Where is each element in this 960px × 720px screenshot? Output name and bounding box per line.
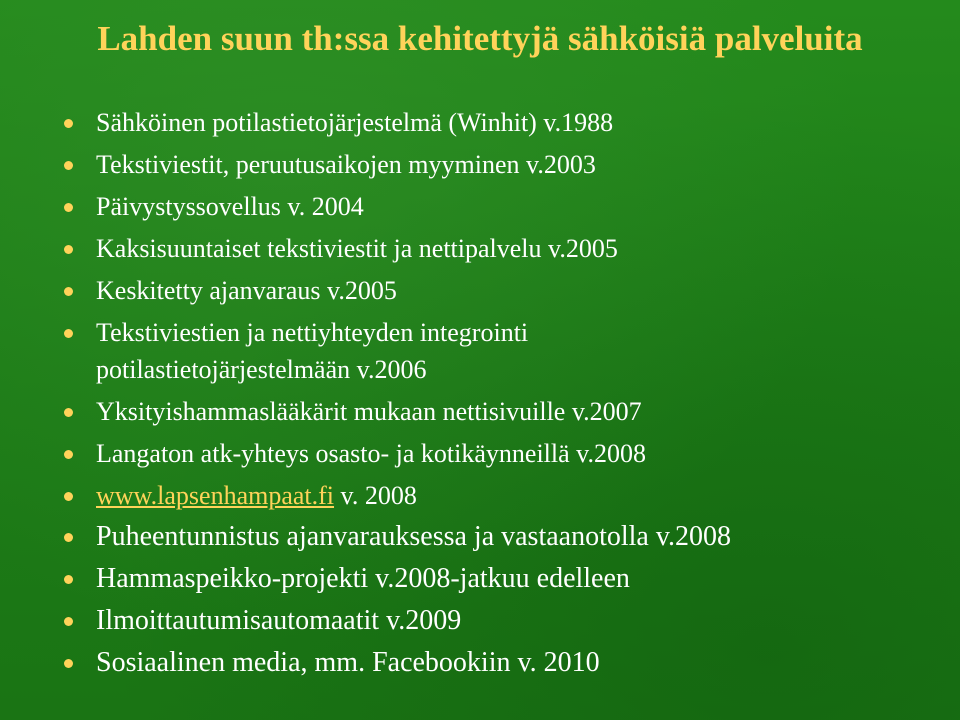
- bullet-icon: [64, 119, 73, 128]
- list-item: [64, 393, 944, 430]
- bullet-icon: [64, 203, 73, 212]
- bullet-icon: [64, 533, 73, 542]
- bullet-icon: [64, 492, 73, 501]
- list-item-text: Puheentunnistus ajanvarauksessa ja vastaanotolla v.2008: [96, 521, 732, 552]
- list-item: [64, 645, 944, 681]
- list-item-text: Kaksisuuntaiset tekstiviestit ja nettipalvelu v.2005: [96, 234, 618, 263]
- list-item: [64, 561, 944, 597]
- bullet-icon: [64, 450, 73, 459]
- list-item: [64, 230, 944, 267]
- bullet-icon: [64, 408, 73, 417]
- bullet-icon: [64, 287, 73, 296]
- list-item: [64, 104, 944, 141]
- list-item: [64, 272, 944, 309]
- list-item: [64, 435, 944, 472]
- bullet-icon: [64, 161, 73, 170]
- list-item: [64, 188, 944, 225]
- list-item-text: Ilmoittautumisautomaatit v.2009: [96, 605, 462, 636]
- bullet-icon: [64, 245, 73, 254]
- list-item-text: Langaton atk-yhteys osasto- ja kotikäynneillä v.2008: [96, 439, 646, 468]
- list-item-text: Hammaspeikko-projekti v.2008-jatkuu edelleen: [96, 563, 630, 594]
- list-item: [64, 603, 944, 639]
- list-item-text: Sosiaalinen media, mm. Facebookiin v. 2010: [96, 647, 600, 678]
- bullet-icon: [64, 329, 73, 338]
- list-item-text: Tekstiviestit, peruutusaikojen myyminen v.2003: [96, 150, 596, 179]
- list-item-text: Keskitetty ajanvaraus v.2005: [96, 276, 397, 305]
- list-item-text: Tekstiviestien ja nettiyhteyden integrointi potilastietojärjestelmään v.2006: [96, 318, 529, 384]
- bullet-icon: [64, 659, 73, 668]
- list-item-text: Päivystyssovellus v. 2004: [96, 192, 364, 221]
- bullet-list: [64, 104, 944, 687]
- bullet-icon: [64, 575, 73, 584]
- list-item: [64, 519, 944, 555]
- list-item: [64, 477, 944, 514]
- list-item: [64, 146, 944, 183]
- list-item-text: Yksityishammaslääkärit mukaan nettisivuille v.2007: [96, 397, 642, 426]
- list-item-text: v. 2008: [334, 481, 417, 510]
- list-item-text: Sähköinen potilastietojärjestelmä (Winhit) v.1988: [96, 108, 614, 137]
- slide-title: Lahden suun th:ssa kehitettyjä sähköisiä palveluita: [97, 19, 863, 58]
- bullet-icon: [64, 617, 73, 626]
- list-item: [64, 314, 736, 388]
- website-link[interactable]: www.lapsenhampaat.fi: [96, 481, 335, 510]
